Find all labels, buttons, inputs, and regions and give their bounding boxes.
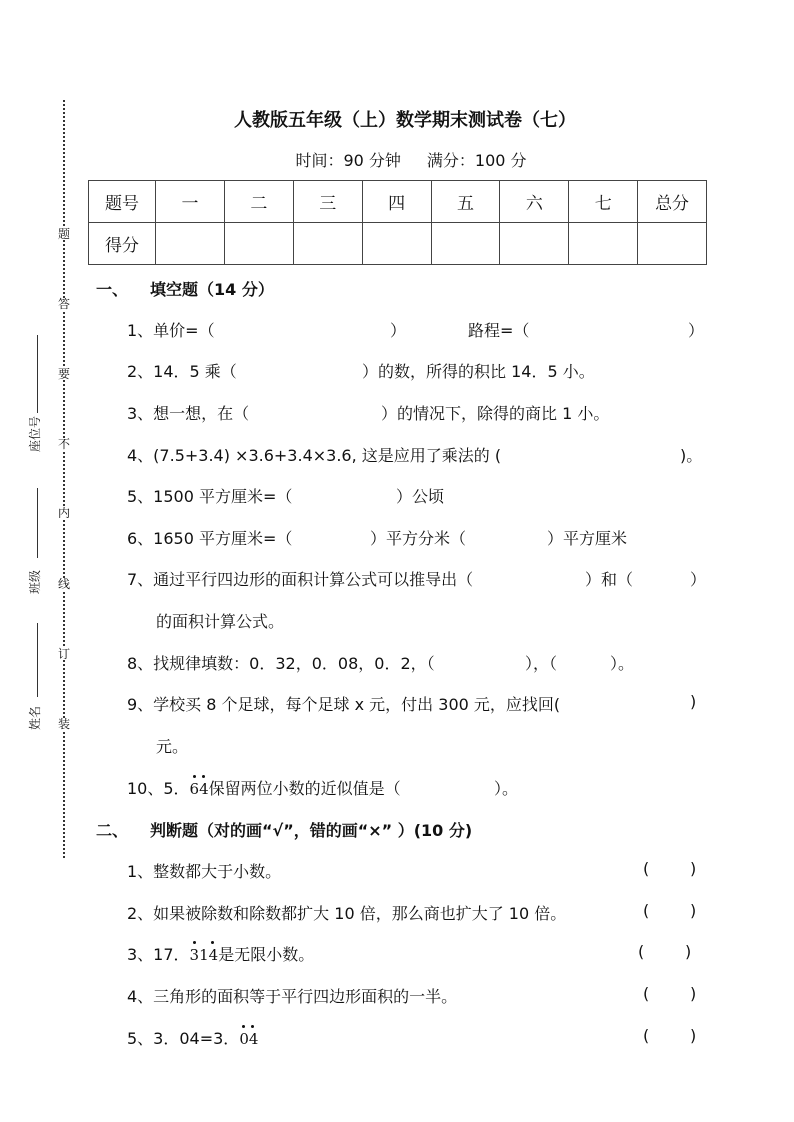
score-table-cell: 四 (362, 181, 431, 223)
question-2-part-b: ）的数，所得的积比 14．5 小。 (362, 362, 595, 381)
score-table-cell: 二 (224, 181, 293, 223)
binding-char: 订 (58, 647, 71, 661)
question-3-part-a: 3、想一想，在（ (127, 404, 250, 423)
question-1-paren: ） (390, 321, 407, 340)
section-1-number: 一、 (96, 280, 129, 299)
seat-number-label: 座位号 (28, 415, 42, 452)
question-10-part-a: 10、5． (127, 779, 190, 798)
question-4-part-a: 4、(7.5+3.4) ×3.6+3.4×3.6, 这是应用了乘法的 ( (127, 446, 502, 465)
page-title: 人教版五年级（上）数学期末测试卷（七） (234, 110, 576, 131)
question-7-paren: ） (690, 570, 707, 589)
question-2-part-a: 2、14．5 乘（ (127, 362, 237, 381)
repeat-dot (211, 941, 214, 944)
class-label: 班级 (28, 569, 42, 594)
judge-question-2: 2、如果被除数和除数都扩大 10 倍，那么商也扩大了 10 倍。 (127, 904, 567, 923)
question-10 (127, 776, 401, 799)
repeat-dot (193, 941, 196, 944)
answer-paren-right: ) (690, 984, 697, 1003)
class-blank (37, 488, 38, 558)
question-9-part-a: 9、学校买 8 个足球，每个足球 x 元，付出 300 元，应找回( (127, 695, 561, 714)
binding-char: 线 (58, 577, 71, 591)
repeat-dot (202, 775, 205, 778)
score-table-cell: 总分 (638, 181, 707, 223)
repeat-dot (251, 1025, 254, 1028)
binding-char: 内 (58, 506, 71, 520)
repeating-digits: 04 (239, 1030, 259, 1048)
repeating-decimal (239, 1030, 258, 1048)
score-entry-cell[interactable] (569, 223, 638, 265)
judge-question-3 (127, 942, 314, 965)
repeating-digits: 314 (189, 946, 219, 964)
question-5-part-a: 5、1500 平方厘米=（ (127, 487, 293, 506)
judge-question-5-part-a: 5、3．04=3． (127, 1029, 240, 1048)
question-6-part-b: ）平方分米（ (370, 529, 467, 548)
question-1-part-a: 1、单价=（ (127, 321, 215, 340)
binding-char: 装 (58, 717, 71, 731)
repeat-dot (193, 775, 196, 778)
answer-paren-left: ( (643, 901, 650, 920)
judge-question-3-part-b: 是无限小数。 (218, 945, 315, 964)
score-table-cell: 得分 (89, 223, 156, 265)
repeating-digits: 64 (189, 780, 209, 798)
score-entry-cell[interactable] (431, 223, 500, 265)
question-6-part-a: 6、1650 平方厘米=（ (127, 529, 293, 548)
question-8-part-c: ）。 (610, 654, 635, 673)
question-7-part-a: 7、通过平行四边形的面积计算公式可以推导出（ (127, 570, 474, 589)
repeating-decimal (190, 946, 219, 964)
question-5-part-b: ）公顷 (396, 487, 445, 506)
question-9-part-c: 元。 (156, 737, 189, 756)
exam-info (0, 148, 794, 171)
question-4-part-b: )。 (680, 446, 703, 465)
score-table-header-row (89, 181, 707, 223)
question-7-part-d: 的面积计算公式。 (156, 612, 285, 631)
judge-question-3-part-a: 3、17． (127, 945, 190, 964)
binding-char: 题 (58, 227, 71, 241)
score-entry-cell[interactable] (500, 223, 569, 265)
score-table (88, 180, 707, 265)
question-1-paren: ） (688, 321, 705, 340)
answer-paren-right: ) (690, 901, 697, 920)
question-8-part-a: 8、找规律填数：0．32，0．08，0．2，（ (127, 654, 435, 673)
seat-number-blank (37, 335, 38, 413)
binding-char: 要 (58, 367, 71, 381)
judge-question-4: 4、三角形的面积等于平行四边形面积的一半。 (127, 987, 458, 1006)
binding-char: 不 (58, 437, 71, 451)
score-table-cell: 一 (156, 181, 225, 223)
answer-paren-right: ) (685, 942, 692, 961)
score-table-cell: 六 (500, 181, 569, 223)
exam-full-score: 满分：100 分 (426, 151, 527, 170)
repeat-dot (242, 1025, 245, 1028)
answer-paren-left: ( (638, 942, 645, 961)
answer-paren-left: ( (643, 859, 650, 878)
score-table-cell: 题号 (89, 181, 156, 223)
section-1-title: 填空题（14 分） (150, 280, 274, 299)
binding-dotted-line (63, 100, 65, 858)
judge-question-5 (127, 1026, 258, 1049)
score-table-score-row (89, 223, 707, 265)
score-entry-cell[interactable] (224, 223, 293, 265)
score-table-cell: 七 (569, 181, 638, 223)
score-table-cell: 三 (293, 181, 362, 223)
question-8-part-b: ），（ (525, 654, 558, 673)
name-blank (37, 623, 38, 697)
exam-time: 时间：90 分钟 (295, 151, 401, 170)
question-7-part-b: ）和（ (585, 570, 634, 589)
score-entry-cell[interactable] (293, 223, 362, 265)
answer-paren-left: ( (643, 1026, 650, 1045)
score-entry-cell[interactable] (638, 223, 707, 265)
score-entry-cell[interactable] (362, 223, 431, 265)
answer-paren-right: ) (690, 859, 697, 878)
name-label: 姓名 (28, 705, 42, 730)
judge-question-1: 1、整数都大于小数。 (127, 862, 282, 881)
repeating-decimal (190, 780, 209, 798)
score-entry-cell[interactable] (156, 223, 225, 265)
section-2-title: 判断题（对的画“√”，错的画“×” ）(10 分) (150, 821, 473, 840)
binding-char: 答 (58, 297, 71, 311)
question-3-part-b: ）的情况下，除得的商比 1 小。 (381, 404, 610, 423)
question-6-part-c: ）平方厘米 (547, 529, 628, 548)
score-table-cell: 五 (431, 181, 500, 223)
question-10-part-b: 保留两位小数的近似值是（ (208, 779, 401, 798)
question-10-part-c: ）。 (494, 779, 519, 798)
answer-paren-right: ) (690, 1026, 697, 1045)
question-1-part-c: 路程=（ (468, 321, 530, 340)
answer-paren-left: ( (643, 984, 650, 1003)
section-2-number: 二、 (96, 821, 129, 840)
question-9-paren: ) (690, 692, 697, 711)
